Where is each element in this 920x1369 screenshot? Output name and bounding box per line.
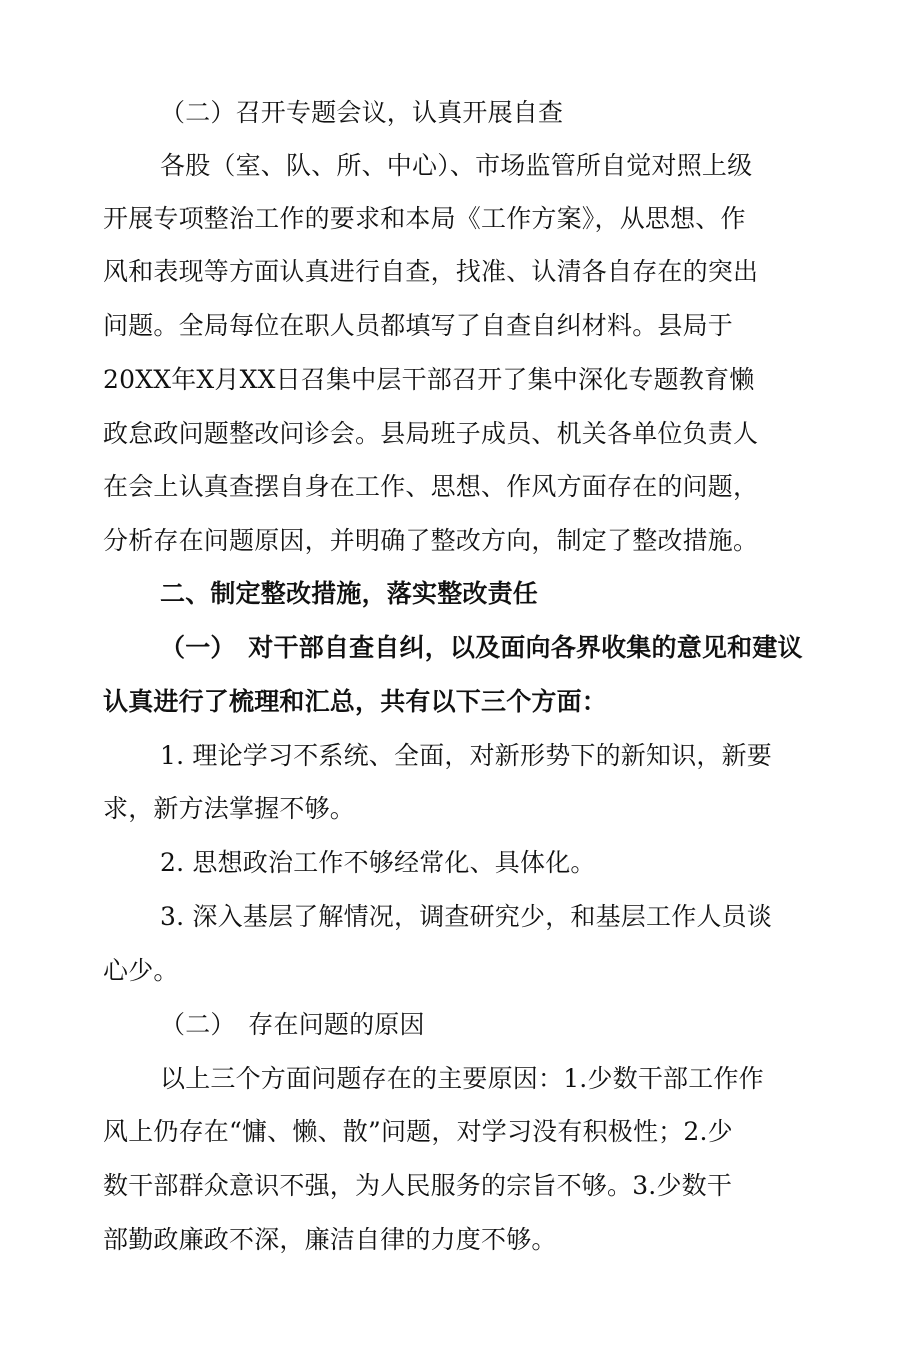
- subsection-heading-causes: （二） 存在问题的原因: [160, 1010, 425, 1039]
- paragraph-line: 部勤政廉政不深，廉洁自律的力度不够。: [103, 1225, 557, 1254]
- paragraph-line: 问题。全局每位在职人员都填写了自查自纠材料。县局于: [103, 311, 734, 340]
- subsection-heading-self-check-cont: 认真进行了梳理和汇总，共有以下三个方面：: [103, 687, 608, 716]
- paragraph-line: 风和表现等方面认真进行自查，找准、认清各自存在的突出: [103, 257, 759, 286]
- list-item-1: 1. 理论学习不系统、全面，对新形势下的新知识，新要: [160, 741, 773, 770]
- subsection-heading-self-check: （一） 对干部自查自纠，以及面向各界收集的意见和建议: [160, 633, 803, 662]
- paragraph-line: 开展专项整治工作的要求和本局《工作方案》，从思想、作: [103, 204, 746, 233]
- section-heading-convene-meeting: （二）召开专题会议，认真开展自查: [160, 98, 564, 127]
- paragraph-line: 20XX年X月XX日召集中层干部召开了集中深化专题教育懒: [103, 365, 755, 394]
- list-item-2: 2. 思想政治工作不够经常化、具体化。: [160, 848, 596, 877]
- section-heading-rectification-measures: 二、制定整改措施，落实整改责任: [160, 579, 539, 608]
- list-item-1-cont: 求，新方法掌握不够。: [103, 794, 356, 823]
- paragraph-line: 数干部群众意识不强，为人民服务的宗旨不够。3.少数干: [103, 1171, 733, 1200]
- list-item-3-cont: 心少。: [103, 956, 179, 985]
- paragraph-line: 在会上认真查摆自身在工作、思想、作风方面存在的问题，: [103, 472, 759, 501]
- paragraph-line: 风上仍存在“慵、懒、散”问题，对学习没有积极性；2.少: [103, 1117, 733, 1146]
- paragraph-line: 政怠政问题整改问诊会。县局班子成员、机关各单位负责人: [103, 419, 759, 448]
- list-item-3: 3. 深入基层了解情况，调查研究少，和基层工作人员谈: [160, 902, 773, 931]
- paragraph-line: 分析存在问题原因，并明确了整改方向，制定了整改措施。: [103, 526, 759, 555]
- paragraph-line: 各股（室、队、所、中心）、市场监管所自觉对照上级: [160, 151, 753, 180]
- paragraph-line: 以上三个方面问题存在的主要原因：1.少数干部工作作: [160, 1064, 764, 1093]
